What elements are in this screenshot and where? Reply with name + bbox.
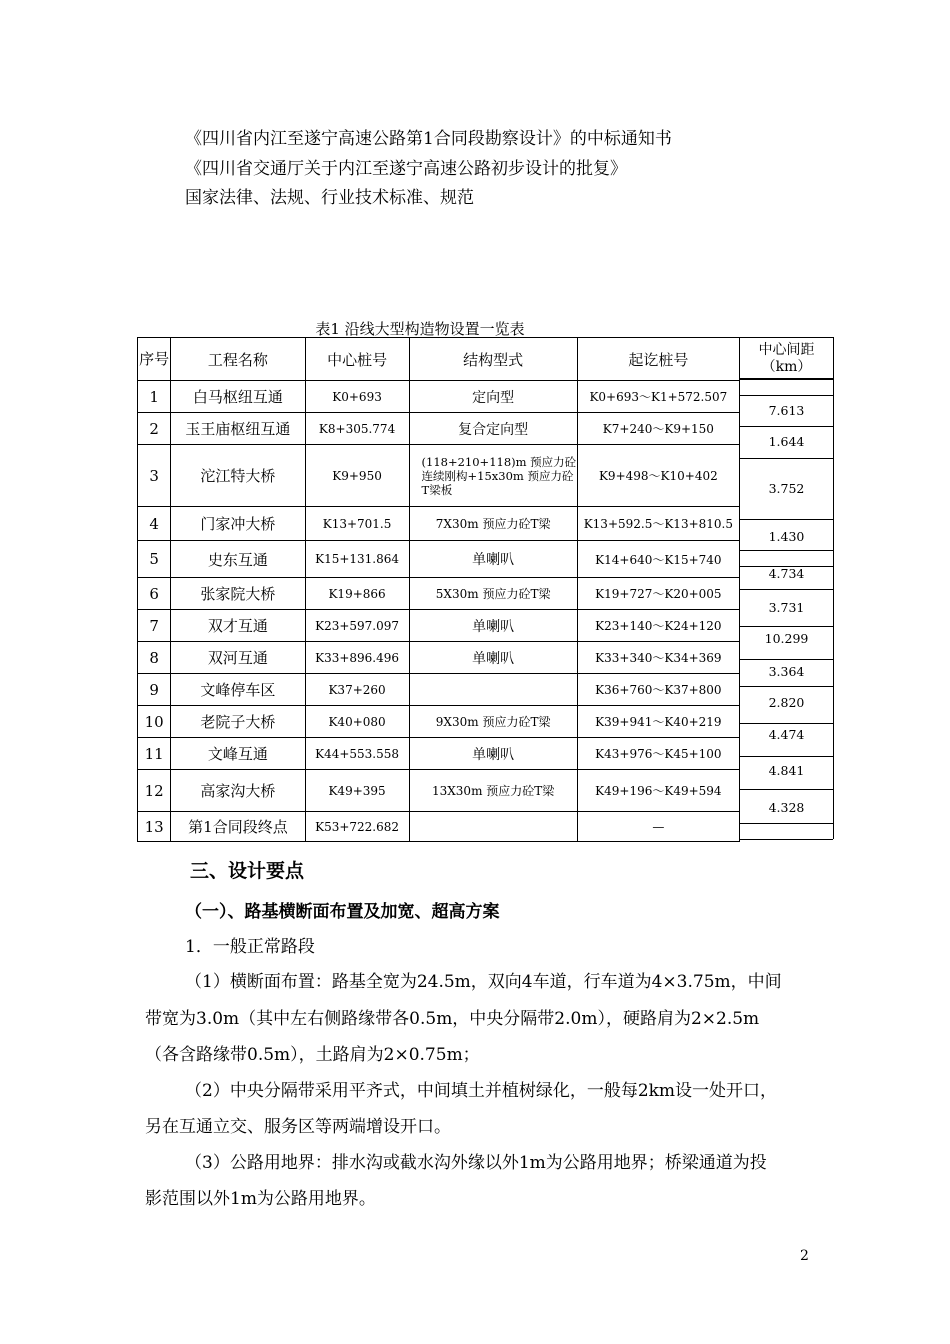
distance-value: 4.474: [768, 727, 805, 742]
table-row: [138, 578, 740, 610]
distance-value: 4.841: [768, 763, 805, 778]
para3-line-2: 影范围以外1m为公路用地界。: [145, 1189, 376, 1209]
reference-line-3: 国家法律、法规、行业技术标准、规范: [185, 188, 474, 208]
distance-divider: [740, 626, 833, 627]
table-row: [138, 541, 740, 578]
table-row: [138, 381, 740, 413]
distance-column: [740, 337, 834, 839]
cell-type: 单喇叭: [409, 541, 577, 578]
cell-range: K14+640～K15+740: [577, 541, 739, 578]
cell-range: K7+240～K9+150: [577, 413, 739, 445]
cell-pile: K40+080: [305, 706, 409, 738]
cell-pile: K49+395: [305, 770, 409, 812]
cell-range: K49+196～K49+594: [577, 770, 739, 812]
header-distance: 中心间距（km）: [740, 337, 833, 379]
distance-divider: [740, 458, 833, 459]
cell-range: K43+976～K45+100: [577, 738, 739, 770]
distance-divider: [740, 789, 833, 790]
distance-value: 3.364: [768, 664, 805, 679]
distance-divider: [740, 519, 833, 520]
para3-line-1: （3）公路用地界：排水沟或截水沟外缘以外1m为公路用地界；桥梁通道为投: [185, 1153, 767, 1173]
cell-range: K23+140～K24+120: [577, 610, 739, 642]
cell-name: 老院子大桥: [171, 706, 305, 738]
cell-no: 8: [138, 642, 171, 674]
cell-type: [409, 812, 577, 842]
cell-name: 文峰停车区: [171, 674, 305, 706]
para1-line-3: （各含路缘带0.5m），土路肩为2×0.75m；: [145, 1045, 480, 1065]
table-row: [138, 770, 740, 812]
cell-pile: K9+950: [305, 445, 409, 507]
cell-type: 9X30m 预应力砼T梁: [409, 706, 577, 738]
cell-name: 白马枢纽互通: [171, 381, 305, 413]
reference-line-2: 《四川省交通厅关于内江至遂宁高速公路初步设计的批复》: [185, 159, 627, 179]
cell-name: 史东互通: [171, 541, 305, 578]
cell-name: 张家院大桥: [171, 578, 305, 610]
cell-pile: K8+305.774: [305, 413, 409, 445]
cell-type: (118+210+118)m 预应力砼连续刚构+15x30m 预应力砼T梁板: [409, 445, 577, 507]
distance-value: 10.299: [764, 631, 809, 646]
distance-divider: [740, 686, 833, 687]
cell-no: 2: [138, 413, 171, 445]
structures-table: [137, 337, 740, 842]
cell-range: K39+941～K40+219: [577, 706, 739, 738]
cell-type: 单喇叭: [409, 642, 577, 674]
cell-range: K36+760～K37+800: [577, 674, 739, 706]
cell-pile: K0+693: [305, 381, 409, 413]
distance-divider: [740, 839, 833, 840]
cell-pile: K15+131.864: [305, 541, 409, 578]
cell-name: 门家冲大桥: [171, 507, 305, 541]
cell-no: 6: [138, 578, 171, 610]
table-header-row: [138, 338, 740, 381]
cell-pile: K23+597.097: [305, 610, 409, 642]
cell-type: 5X30m 预应力砼T梁: [409, 578, 577, 610]
distance-value: 7.613: [768, 403, 805, 418]
cell-name: 第1合同段终点: [171, 812, 305, 842]
section-subtitle: （一）、路基横断面布置及加宽、超高方案: [185, 902, 500, 922]
table-row: [138, 738, 740, 770]
distance-divider: [740, 723, 833, 724]
table-row: [138, 610, 740, 642]
distance-divider: [740, 659, 833, 660]
para2-line-1: （2）中央分隔带采用平齐式，中间填土并植树绿化，一般每2km设一处开口，: [185, 1081, 778, 1101]
distance-divider: [740, 379, 833, 380]
cell-no: 3: [138, 445, 171, 507]
header-pile: 中心桩号: [305, 338, 409, 381]
table-caption: 表1 沿线大型构造物设置一览表: [315, 320, 525, 338]
distance-value: 1.644: [768, 434, 805, 449]
distance-value: 4.328: [768, 800, 805, 815]
table-row: [138, 674, 740, 706]
cell-no: 1: [138, 381, 171, 413]
table-row: [138, 706, 740, 738]
cell-no: 4: [138, 507, 171, 541]
cell-name: 文峰互通: [171, 738, 305, 770]
cell-range: K19+727～K20+005: [577, 578, 739, 610]
cell-no: 9: [138, 674, 171, 706]
cell-pile: K53+722.682: [305, 812, 409, 842]
distance-divider: [740, 395, 833, 396]
page-number: 2: [800, 1248, 809, 1264]
table-row: [138, 812, 740, 842]
cell-range: —: [577, 812, 739, 842]
cell-name: 玉王庙枢纽互通: [171, 413, 305, 445]
distance-value: 4.734: [768, 566, 805, 581]
para2-line-2: 另在互通立交、服务区等两端增设开口。: [145, 1117, 451, 1137]
header-range: 起讫桩号: [577, 338, 739, 381]
cell-range: K9+498～K10+402: [577, 445, 739, 507]
distance-value: 3.752: [768, 481, 805, 496]
cell-pile: K37+260: [305, 674, 409, 706]
distance-divider: [740, 426, 833, 427]
reference-line-1: 《四川省内江至遂宁高速公路第1合同段勘察设计》的中标通知书: [185, 129, 672, 149]
header-no: 序号: [138, 338, 171, 381]
cell-type: 单喇叭: [409, 610, 577, 642]
cell-no: 7: [138, 610, 171, 642]
cell-no: 10: [138, 706, 171, 738]
para1-line-1: （1）横断面布置：路基全宽为24.5m，双向4车道，行车道为4×3.75m，中间: [185, 972, 782, 992]
cell-type: 定向型: [409, 381, 577, 413]
cell-name: 高家沟大桥: [171, 770, 305, 812]
cell-type: 复合定向型: [409, 413, 577, 445]
cell-no: 12: [138, 770, 171, 812]
cell-range: K0+693～K1+572.507: [577, 381, 739, 413]
cell-no: 5: [138, 541, 171, 578]
cell-name: 双河互通: [171, 642, 305, 674]
cell-no: 13: [138, 812, 171, 842]
para1-line-2: 带宽为3.0m（其中左右侧路缘带各0.5m，中央分隔带2.0m），硬路肩为2×2.5m: [145, 1009, 760, 1029]
cell-name: 沱江特大桥: [171, 445, 305, 507]
table-row: [138, 445, 740, 507]
item-heading: 1．一般正常路段: [185, 937, 315, 957]
header-name: 工程名称: [171, 338, 305, 381]
distance-divider: [740, 589, 833, 590]
table-row: [138, 413, 740, 445]
cell-pile: K33+896.496: [305, 642, 409, 674]
distance-divider: [740, 756, 833, 757]
distance-divider: [740, 550, 833, 551]
cell-type: 单喇叭: [409, 738, 577, 770]
cell-range: K33+340～K34+369: [577, 642, 739, 674]
cell-pile: K13+701.5: [305, 507, 409, 541]
section-title: 三、设计要点: [190, 860, 305, 882]
distance-divider: [740, 823, 833, 824]
distance-value: 1.430: [768, 529, 805, 544]
cell-name: 双才互通: [171, 610, 305, 642]
cell-no: 11: [138, 738, 171, 770]
table-row: [138, 642, 740, 674]
cell-range: K13+592.5～K13+810.5: [577, 507, 739, 541]
distance-value: 2.820: [768, 695, 805, 710]
cell-pile: K19+866: [305, 578, 409, 610]
header-type: 结构型式: [409, 338, 577, 381]
table-row: [138, 507, 740, 541]
cell-type: 7X30m 预应力砼T梁: [409, 507, 577, 541]
cell-type: [409, 674, 577, 706]
distance-value: 3.731: [768, 600, 805, 615]
cell-type: 13X30m 预应力砼T梁: [409, 770, 577, 812]
cell-pile: K44+553.558: [305, 738, 409, 770]
